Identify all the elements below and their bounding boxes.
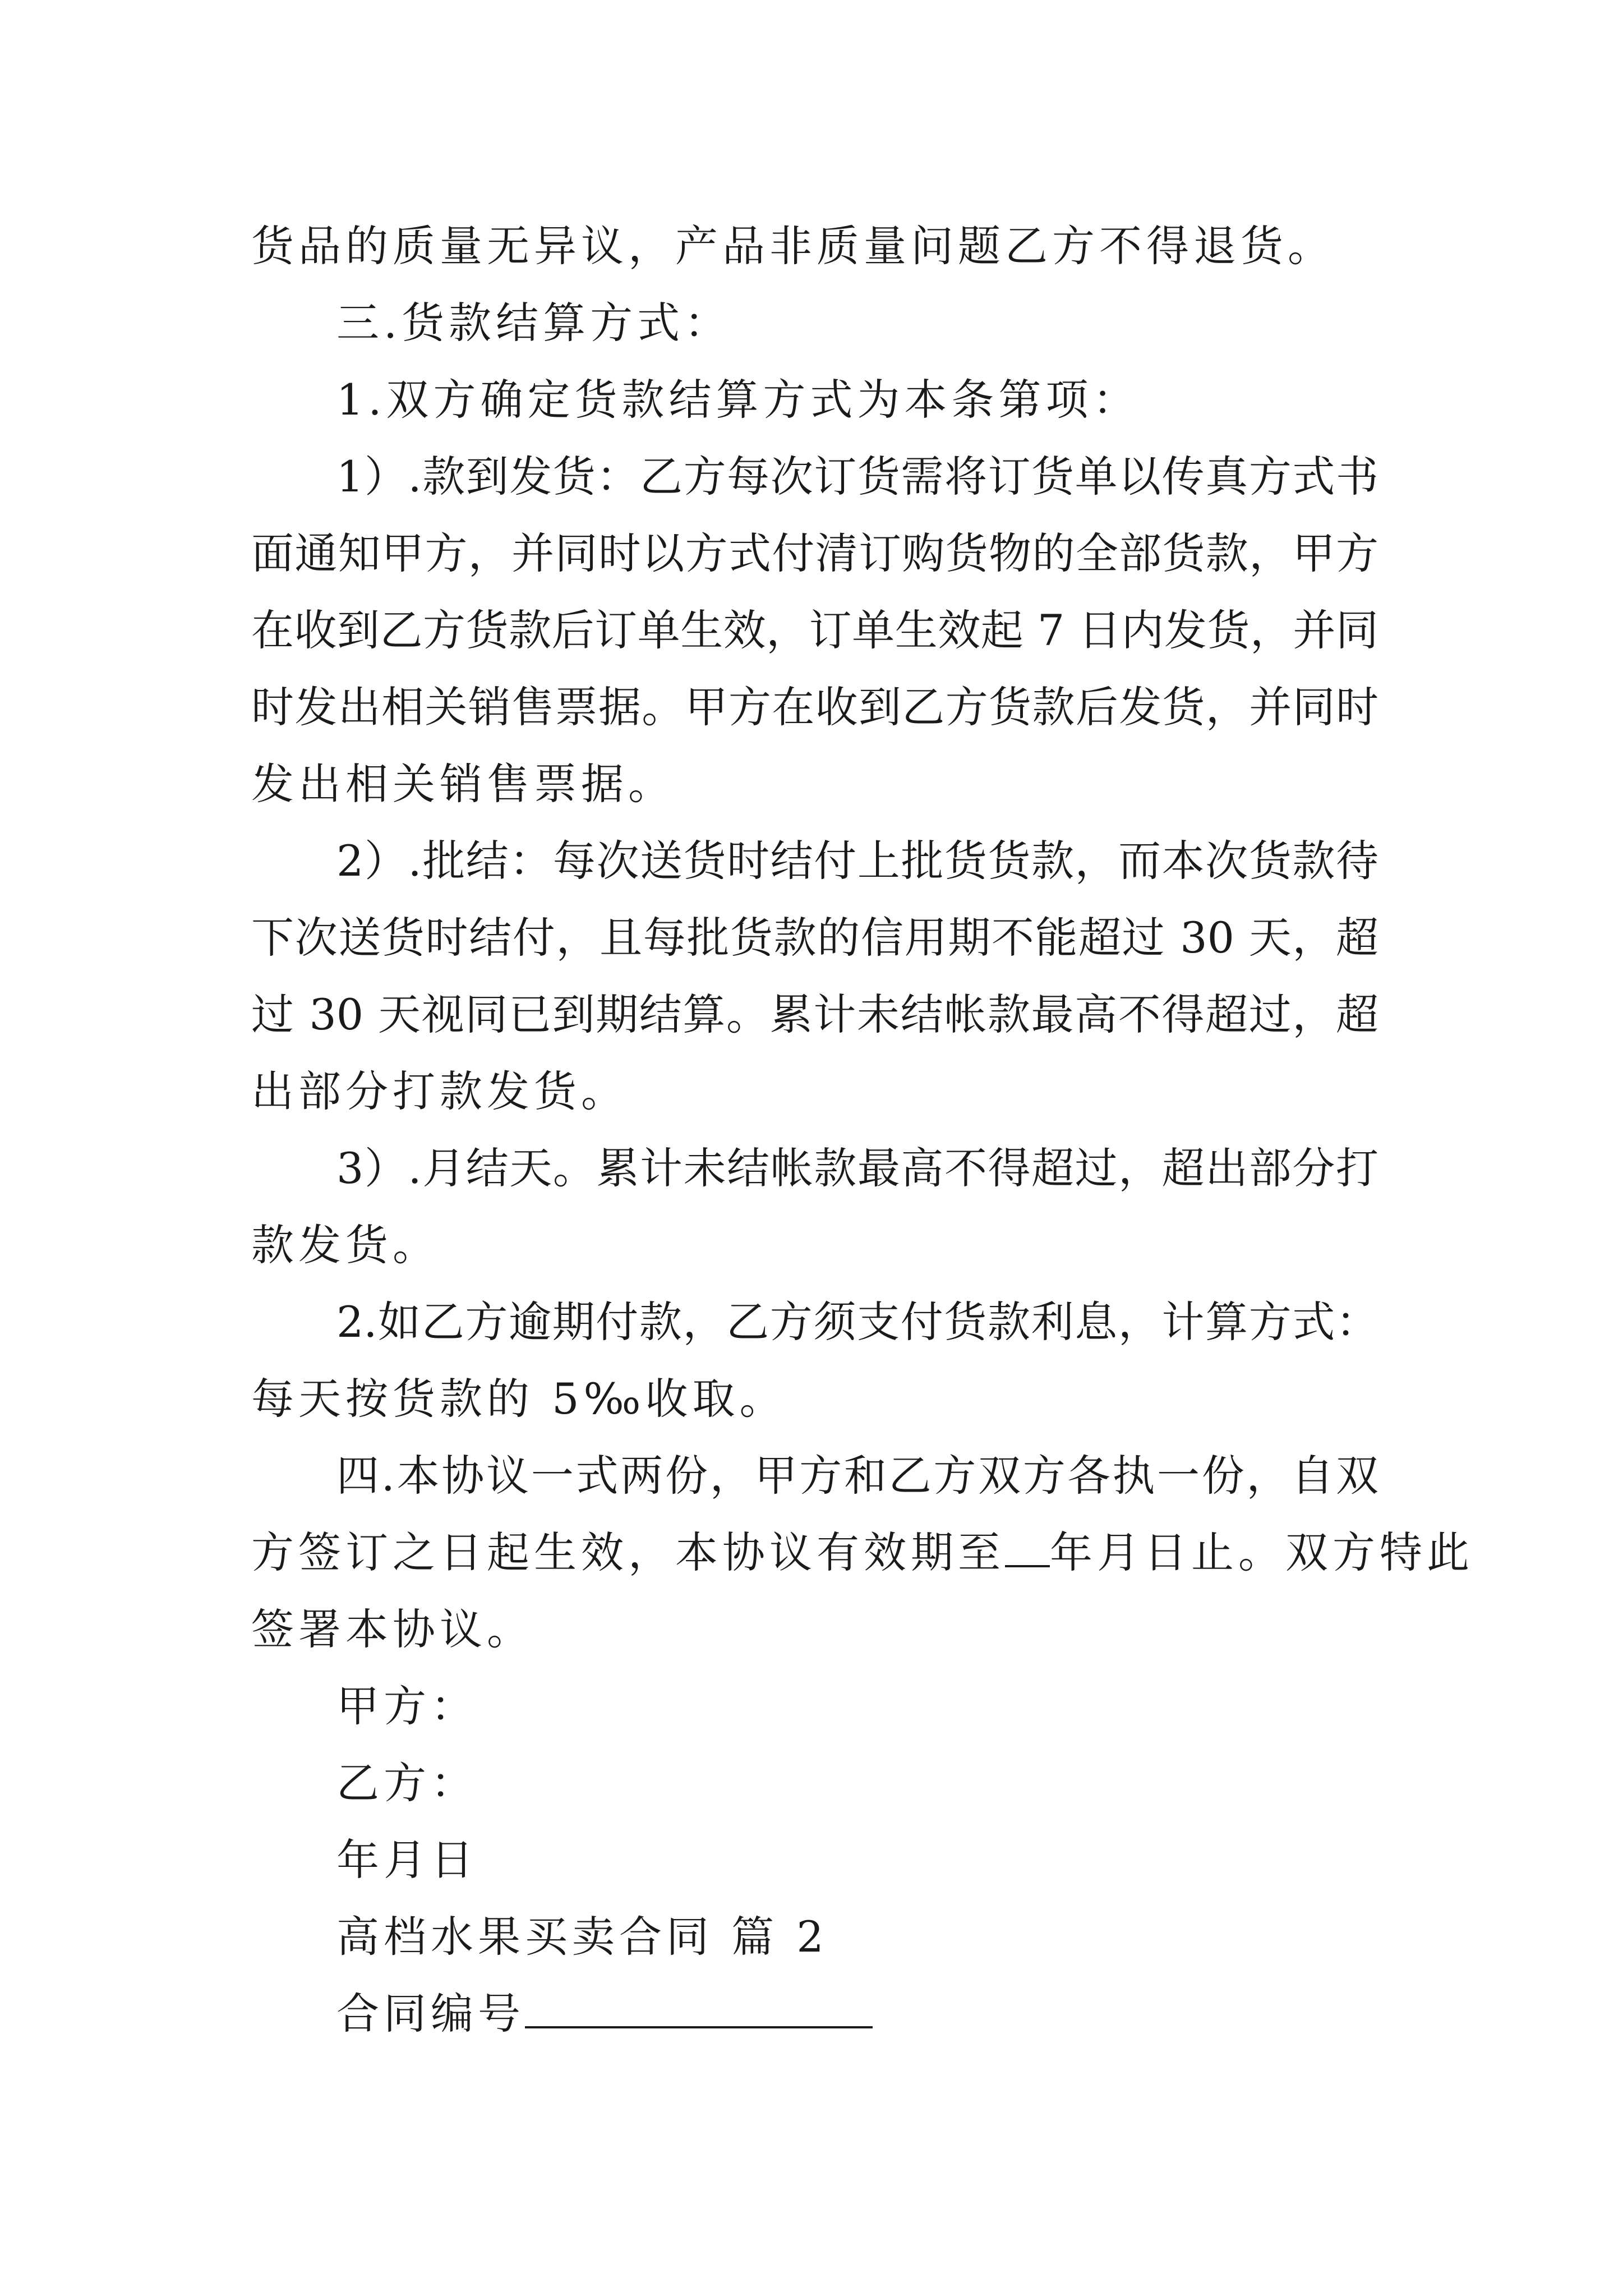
text-line: 3）.月结天。累计未结帐款最高不得超过，超出部分打 [336,1143,1378,1193]
text-line: 每天按货款的 5‰收取。 [251,1374,787,1424]
text-line: 2）.批结：每次送货时结付上批货货款，而本次货款待 [336,836,1378,886]
text-line: 2.如乙方逾期付款，乙方须支付货款利息，计算方式： [336,1297,1378,1347]
text-segment: 方签订之日起生效，本协议有效期至 [251,1527,1005,1577]
text-line [251,1514,1474,1591]
text-segment: 年月日止。双方特此 [1050,1527,1474,1577]
text-line: 1.双方确定货款结算方式为本条第项： [336,375,1140,425]
text-line: 时发出相关销售票据。甲方在收到乙方货款后发货，并同时 [251,682,1378,732]
party-b-label: 乙方： [336,1758,478,1808]
contract-number-blank [525,1993,873,2028]
contract-number-line [251,1975,1378,2052]
contract-title: 高档水果买卖合同 篇 2 [336,1912,828,1962]
text-line: 过 30 天视同已到期结算。累计未结帐款最高不得超过，超 [251,990,1378,1039]
date-label: 年月日 [336,1835,478,1885]
text-line: 出部分打款发货。 [251,1066,628,1116]
text-line: 款发货。 [251,1220,440,1270]
section-heading: 三.货款结算方式： [336,298,732,348]
text-line: 1）.款到发货：乙方每次订货需将订货单以传真方式书 [336,452,1378,501]
text-line: 发出相关销售票据。 [251,759,675,809]
text-line: 面通知甲方，并同时以方式付清订购货物的全部货款，甲方 [251,528,1378,578]
document-page [251,208,1474,2052]
text-line: 签署本协议。 [251,1604,534,1654]
text-line: 下次送货时结付，且每批货款的信用期不能超过 30 天，超 [251,913,1378,963]
text-line: 四.本协议一式两份，甲方和乙方双方各执一份，自双 [336,1451,1378,1501]
text-line: 货品的质量无异议，产品非质量问题乙方不得退货。 [251,221,1335,271]
contract-number-label: 合同编号 [336,1989,525,2039]
date-blank [1005,1531,1050,1567]
text-line: 在收到乙方货款后订单生效，订单生效起 7 日内发货，并同 [251,605,1378,655]
party-a-label: 甲方： [336,1681,478,1731]
